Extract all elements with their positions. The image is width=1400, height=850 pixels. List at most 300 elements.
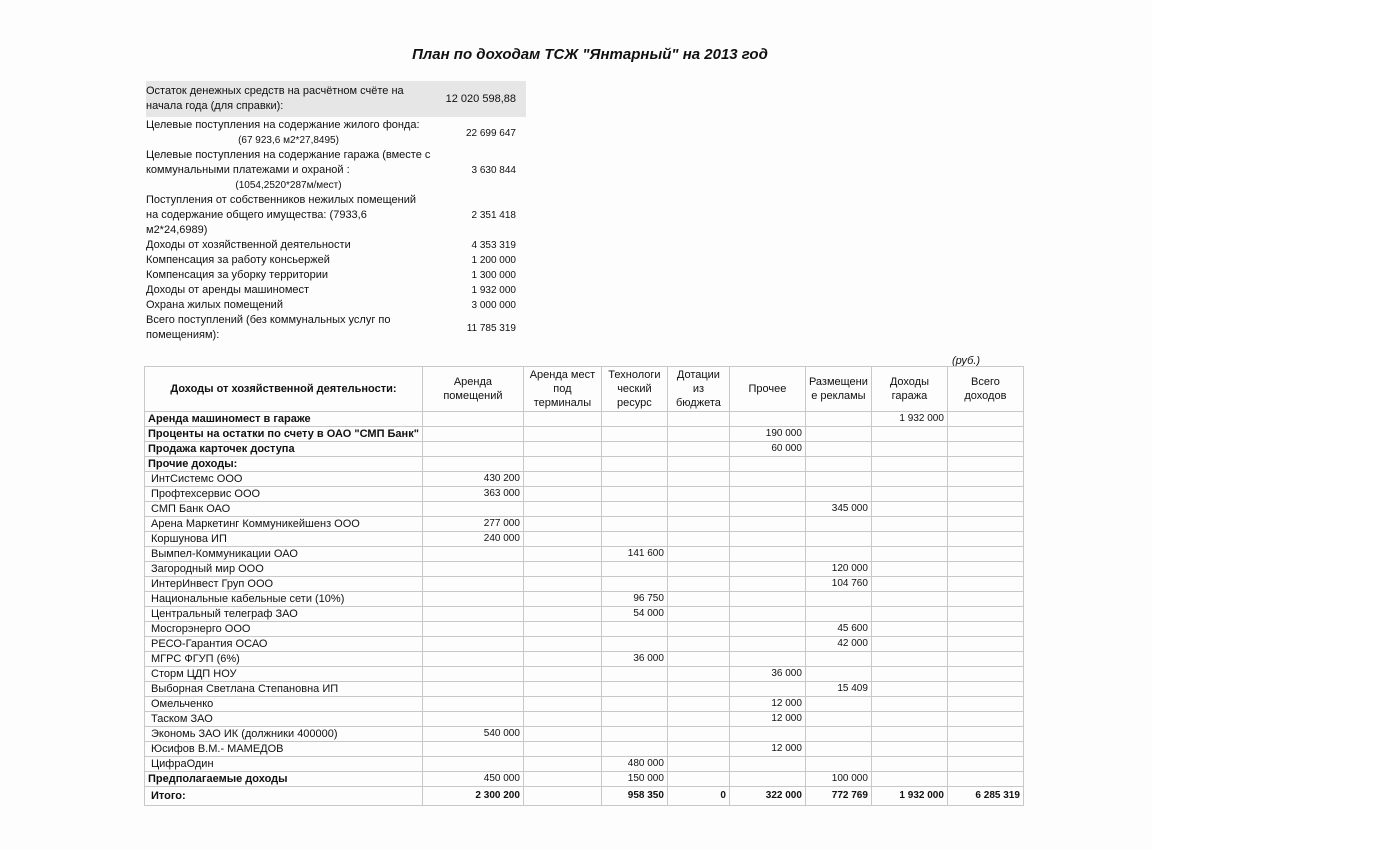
cell-value [805, 742, 871, 757]
cell-value [422, 412, 523, 427]
cell-value [871, 652, 947, 667]
row-label: Таском ЗАО [145, 712, 423, 727]
cell-value [523, 697, 601, 712]
cell-value [422, 712, 523, 727]
table-row [145, 712, 1024, 727]
opening-balance-value: 12 020 598,88 [445, 93, 516, 105]
table-row [145, 652, 1024, 667]
summary-label [146, 268, 431, 283]
cell-value [729, 682, 805, 697]
cell-value [667, 532, 729, 547]
cell-value [601, 577, 667, 592]
row-label: Предполагаемые доходы [145, 772, 423, 787]
cell-value [667, 757, 729, 772]
summary-label-text: Всего поступлений (без коммунальных услуг по помещениям): [146, 314, 391, 341]
page-title: План по доходам ТСЖ "Янтарный" на 2013 год [412, 46, 768, 63]
cell-value [667, 472, 729, 487]
cell-value [871, 457, 947, 472]
table-header-row [145, 367, 1024, 412]
cell-value [729, 457, 805, 472]
summary-label-text: Поступления от собственников нежилых помещений на содержание общего имущества: (7933,6 м2*24,6989) [146, 194, 417, 236]
cell-value: 345 000 [805, 502, 871, 517]
cell-value [422, 637, 523, 652]
cell-value [523, 712, 601, 727]
summary-value: 11 785 319 [466, 322, 516, 334]
cell-value: 450 000 [422, 772, 523, 787]
cell-value: 190 000 [729, 427, 805, 442]
table-row [145, 622, 1024, 637]
cell-value [805, 727, 871, 742]
cell-value [947, 517, 1023, 532]
cell-value [601, 622, 667, 637]
column-header: Технологи ческий ресурс [601, 367, 667, 412]
cell-value [523, 562, 601, 577]
cell-value [805, 517, 871, 532]
cell-value [871, 622, 947, 637]
cell-value [947, 712, 1023, 727]
cell-value: 15 409 [805, 682, 871, 697]
cell-value [729, 727, 805, 742]
cell-value [667, 577, 729, 592]
summary-formula: (1054,2520*287м/мест) [235, 180, 342, 191]
cell-value [523, 487, 601, 502]
cell-value [947, 622, 1023, 637]
cell-value [601, 472, 667, 487]
cell-value [523, 787, 601, 806]
cell-value [422, 622, 523, 637]
summary-row [146, 238, 526, 253]
cell-value [871, 472, 947, 487]
cell-value [871, 727, 947, 742]
table-row [145, 757, 1024, 772]
cell-value: 430 200 [422, 472, 523, 487]
cell-value: 12 000 [729, 697, 805, 712]
cell-value: 36 000 [729, 667, 805, 682]
cell-value [871, 667, 947, 682]
table-row [145, 502, 1024, 517]
cell-value [422, 457, 523, 472]
table-row [145, 472, 1024, 487]
cell-value [947, 457, 1023, 472]
cell-value [667, 547, 729, 562]
cell-value [523, 607, 601, 622]
summary-value: 1 300 000 [471, 270, 516, 281]
cell-value: 277 000 [422, 517, 523, 532]
cell-value [729, 532, 805, 547]
row-label: СМП Банк ОАО [145, 502, 423, 517]
row-label: Выборная Светлана Степановна ИП [145, 682, 423, 697]
cell-value [422, 592, 523, 607]
cell-value: 2 300 200 [422, 787, 523, 806]
cell-value [871, 487, 947, 502]
cell-value [729, 502, 805, 517]
opening-balance-row [146, 81, 526, 117]
row-label: МГРС ФГУП (6%) [145, 652, 423, 667]
cell-value [729, 592, 805, 607]
row-label: Прочие доходы: [145, 457, 423, 472]
cell-value [601, 682, 667, 697]
cell-value [667, 712, 729, 727]
cell-value [601, 457, 667, 472]
cell-value [422, 502, 523, 517]
cell-value [523, 592, 601, 607]
cell-value: 60 000 [729, 442, 805, 457]
cell-value [667, 622, 729, 637]
table-row [145, 697, 1024, 712]
column-header: Доходы гаража [871, 367, 947, 412]
cell-value [947, 667, 1023, 682]
column-header: Всего доходов [947, 367, 1023, 412]
cell-value [523, 637, 601, 652]
cell-value [871, 712, 947, 727]
column-header: Дотации из бюджета [667, 367, 729, 412]
row-label: Омельченко [145, 697, 423, 712]
table-row [145, 637, 1024, 652]
cell-value [523, 622, 601, 637]
cell-value [729, 772, 805, 787]
table-row [145, 577, 1024, 592]
cell-value [947, 532, 1023, 547]
cell-value [667, 742, 729, 757]
cell-value [729, 652, 805, 667]
row-label: Продажа карточек доступа [145, 442, 423, 457]
cell-value [523, 667, 601, 682]
cell-value [523, 757, 601, 772]
cell-value [805, 412, 871, 427]
cell-value [601, 412, 667, 427]
cell-value: 45 600 [805, 622, 871, 637]
summary-row [146, 253, 526, 268]
cell-value [422, 742, 523, 757]
cell-value [601, 442, 667, 457]
summary-row [146, 298, 526, 313]
row-label: Экономь ЗАО ИК (должники 400000) [145, 727, 423, 742]
cell-value [871, 562, 947, 577]
cell-value: 104 760 [805, 577, 871, 592]
cell-value: 150 000 [601, 772, 667, 787]
summary-label [146, 253, 431, 268]
cell-value [422, 697, 523, 712]
cell-value: 322 000 [729, 787, 805, 806]
row-label: Мосгорэнерго ООО [145, 622, 423, 637]
cell-value [667, 637, 729, 652]
cell-value: 100 000 [805, 772, 871, 787]
cell-value [871, 442, 947, 457]
summary-label [146, 238, 431, 253]
cell-value [871, 517, 947, 532]
cell-value [871, 757, 947, 772]
summary-value: 3 000 000 [471, 300, 516, 311]
row-label: Проценты на остатки по счету в ОАО "СМП Банк" [145, 427, 423, 442]
summary-value: 4 353 319 [471, 240, 516, 251]
cell-value [805, 697, 871, 712]
cell-value [729, 622, 805, 637]
row-label: ИнтерИнвест Груп ООО [145, 577, 423, 592]
table-row [145, 442, 1024, 457]
cell-value [871, 607, 947, 622]
income-summary [146, 81, 526, 343]
summary-label-text: Доходы от аренды машиномест [146, 284, 310, 296]
cell-value [871, 502, 947, 517]
cell-value [422, 442, 523, 457]
table-row [145, 457, 1024, 472]
row-label: Вымпел-Коммуникации ОАО [145, 547, 423, 562]
cell-value [871, 427, 947, 442]
cell-value [947, 577, 1023, 592]
table-row [145, 667, 1024, 682]
total-row [145, 787, 1024, 806]
row-label: РЕСО-Гарантия ОСАО [145, 637, 423, 652]
row-label: Коршунова ИП [145, 532, 423, 547]
cell-value [947, 757, 1023, 772]
cell-value [601, 517, 667, 532]
table-row [145, 427, 1024, 442]
cell-value [805, 712, 871, 727]
cell-value [805, 607, 871, 622]
cell-value [601, 562, 667, 577]
summary-value: 1 932 000 [471, 285, 516, 296]
cell-value: 1 932 000 [871, 412, 947, 427]
cell-value [667, 592, 729, 607]
summary-label-text: Охрана жилых помещений [146, 299, 283, 311]
cell-value [422, 562, 523, 577]
cell-value [871, 592, 947, 607]
cell-value [422, 682, 523, 697]
row-label: ИнтСистемс ООО [145, 472, 423, 487]
cell-value: 0 [667, 787, 729, 806]
row-label: Национальные кабельные сети (10%) [145, 592, 423, 607]
cell-value [422, 607, 523, 622]
cell-value [871, 742, 947, 757]
cell-value [601, 742, 667, 757]
cell-value [601, 427, 667, 442]
cell-value [947, 502, 1023, 517]
cell-value [523, 727, 601, 742]
summary-label [146, 148, 431, 193]
cell-value [805, 652, 871, 667]
cell-value [667, 442, 729, 457]
cell-value [422, 547, 523, 562]
cell-value: 772 769 [805, 787, 871, 806]
cell-value [805, 457, 871, 472]
cell-value [422, 667, 523, 682]
cell-value [947, 592, 1023, 607]
cell-value: 1 932 000 [871, 787, 947, 806]
summary-label [146, 283, 431, 298]
cell-value: 6 285 319 [947, 787, 1023, 806]
cell-value [805, 592, 871, 607]
cell-value: 96 750 [601, 592, 667, 607]
opening-balance-label: Остаток денежных средств на расчётном счёте на начала года (для справки): [146, 85, 404, 112]
cell-value: 958 350 [601, 787, 667, 806]
cell-value [871, 577, 947, 592]
table-row [145, 547, 1024, 562]
summary-row [146, 148, 526, 193]
summary-row [146, 118, 526, 148]
cell-value [601, 532, 667, 547]
cell-value [667, 667, 729, 682]
cell-value [947, 442, 1023, 457]
summary-row [146, 313, 526, 343]
cell-value [422, 652, 523, 667]
cell-value [667, 517, 729, 532]
cell-value [601, 667, 667, 682]
summary-label [146, 193, 431, 238]
table-row [145, 517, 1024, 532]
cell-value: 240 000 [422, 532, 523, 547]
income-table [144, 366, 1024, 806]
cell-value: 36 000 [601, 652, 667, 667]
summary-label [146, 313, 431, 343]
cell-value [729, 517, 805, 532]
cell-value [947, 727, 1023, 742]
row-label: Арена Маркетинг Коммуникейшенз ООО [145, 517, 423, 532]
cell-value: 12 000 [729, 712, 805, 727]
summary-formula: (67 923,6 м2*27,8495) [238, 135, 339, 146]
cell-value [947, 562, 1023, 577]
cell-value [667, 682, 729, 697]
cell-value [805, 667, 871, 682]
cell-value [601, 727, 667, 742]
cell-value [871, 697, 947, 712]
row-label: ЦифраОдин [145, 757, 423, 772]
table-row [145, 742, 1024, 757]
summary-row [146, 283, 526, 298]
summary-value: 1 200 000 [471, 255, 516, 266]
cell-value [523, 682, 601, 697]
cell-value [871, 772, 947, 787]
cell-value [947, 637, 1023, 652]
column-header: Аренда мест под терминалы [523, 367, 601, 412]
cell-value [523, 577, 601, 592]
row-label: Итого: [145, 787, 423, 806]
row-label: Центральный телеграф ЗАО [145, 607, 423, 622]
cell-value: 480 000 [601, 757, 667, 772]
summary-label-text: Доходы от хозяйственной деятельности [146, 239, 351, 251]
cell-value [523, 517, 601, 532]
cell-value [422, 757, 523, 772]
table-row [145, 487, 1024, 502]
cell-value [667, 412, 729, 427]
summary-value: 3 630 844 [471, 165, 516, 176]
cell-value [601, 637, 667, 652]
cell-value [729, 487, 805, 502]
cell-value: 540 000 [422, 727, 523, 742]
cell-value [729, 607, 805, 622]
cell-value [601, 712, 667, 727]
cell-value: 120 000 [805, 562, 871, 577]
cell-value [667, 502, 729, 517]
cell-value [947, 652, 1023, 667]
cell-value [523, 472, 601, 487]
cell-value [667, 562, 729, 577]
cell-value [523, 652, 601, 667]
cell-value [667, 487, 729, 502]
cell-value: 54 000 [601, 607, 667, 622]
summary-label [146, 298, 431, 313]
cell-value [947, 412, 1023, 427]
cell-value [523, 502, 601, 517]
column-header: Прочее [729, 367, 805, 412]
summary-row [146, 268, 526, 283]
currency-unit: (руб.) [952, 355, 981, 367]
cell-value [523, 772, 601, 787]
cell-value [667, 652, 729, 667]
cell-value [523, 427, 601, 442]
cell-value [729, 547, 805, 562]
cell-value [729, 562, 805, 577]
column-header: Аренда помещений [422, 367, 523, 412]
cell-value [422, 577, 523, 592]
cell-value [422, 427, 523, 442]
cell-value: 42 000 [805, 637, 871, 652]
cell-value [523, 457, 601, 472]
cell-value [667, 772, 729, 787]
cell-value [947, 547, 1023, 562]
cell-value [805, 442, 871, 457]
table-row [145, 682, 1024, 697]
cell-value [805, 547, 871, 562]
cell-value [601, 502, 667, 517]
summary-row [146, 193, 526, 238]
summary-label-text: Компенсация за работу консьержей [146, 254, 330, 266]
cell-value [871, 637, 947, 652]
cell-value [805, 757, 871, 772]
row-label: Загородный мир ООО [145, 562, 423, 577]
row-label: Сторм ЦДП НОУ [145, 667, 423, 682]
cell-value [947, 682, 1023, 697]
table-row [145, 772, 1024, 787]
table-row [145, 412, 1024, 427]
column-header: Доходы от хозяйственной деятельности: [145, 367, 423, 412]
column-header: Размещени е рекламы [805, 367, 871, 412]
summary-value: 22 699 647 [465, 127, 516, 139]
cell-value [871, 682, 947, 697]
cell-value [805, 427, 871, 442]
row-label: Юсифов В.М.- МАМЕДОВ [145, 742, 423, 757]
cell-value [667, 697, 729, 712]
cell-value [947, 772, 1023, 787]
cell-value [601, 697, 667, 712]
cell-value [947, 607, 1023, 622]
cell-value [523, 547, 601, 562]
cell-value [947, 697, 1023, 712]
row-label: Профтехсервис ООО [145, 487, 423, 502]
cell-value [523, 442, 601, 457]
cell-value [667, 607, 729, 622]
cell-value [871, 547, 947, 562]
summary-label-text: Компенсация за уборку территории [146, 269, 329, 281]
cell-value [947, 742, 1023, 757]
table-row [145, 727, 1024, 742]
cell-value: 363 000 [422, 487, 523, 502]
cell-value [729, 412, 805, 427]
cell-value [523, 412, 601, 427]
cell-value [729, 637, 805, 652]
cell-value [947, 427, 1023, 442]
cell-value [947, 487, 1023, 502]
row-label: Аренда машиномест в гараже [145, 412, 423, 427]
cell-value [871, 532, 947, 547]
cell-value [667, 427, 729, 442]
cell-value [667, 457, 729, 472]
cell-value: 141 600 [601, 547, 667, 562]
table-row [145, 592, 1024, 607]
table-row [145, 607, 1024, 622]
cell-value [523, 532, 601, 547]
cell-value [667, 727, 729, 742]
cell-value [601, 487, 667, 502]
